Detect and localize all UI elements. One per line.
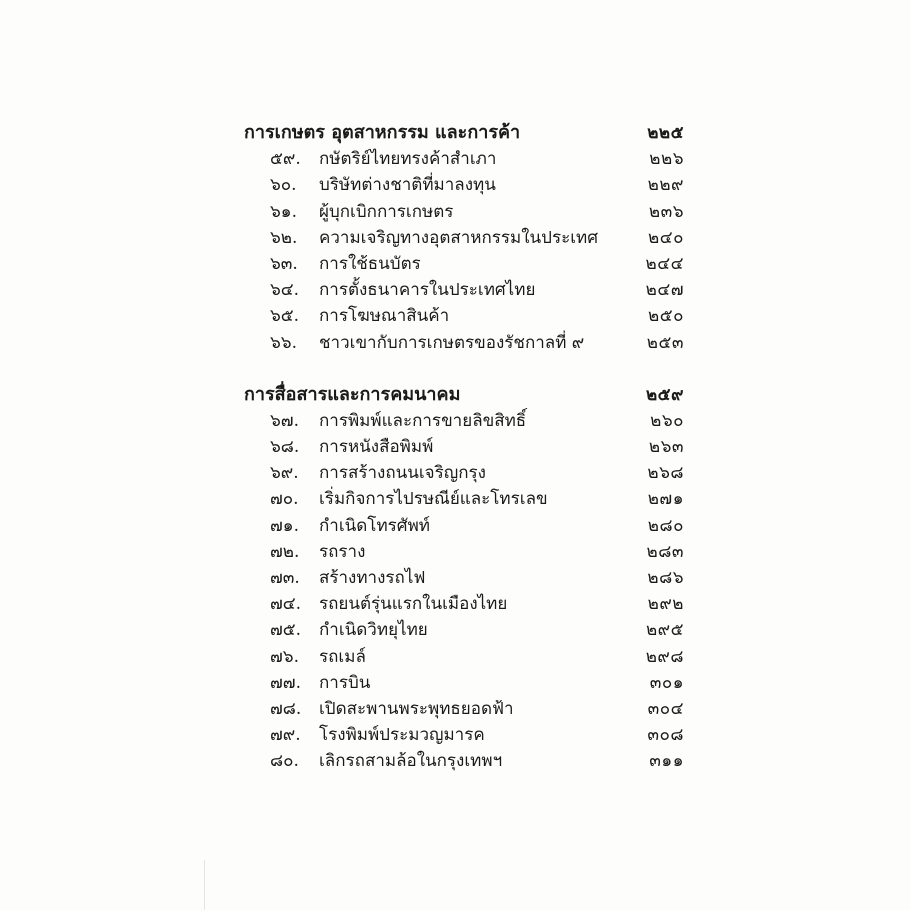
entry-number: ๗๖. bbox=[270, 646, 299, 667]
entry-page-number: ๒๔๗ bbox=[645, 280, 684, 301]
entry-title: กำเนิดวิทยุไทย bbox=[319, 620, 428, 641]
entry-page-number: ๒๓๖ bbox=[648, 201, 684, 222]
entry-title: กษัตริย์ไทยทรงค้าสำเภา bbox=[319, 149, 497, 170]
toc-entry bbox=[240, 460, 688, 486]
toc-entry bbox=[240, 539, 688, 565]
entry-page-number: ๒๔๔ bbox=[645, 253, 684, 274]
entry-page-number: ๒๙๕ bbox=[645, 620, 684, 641]
toc-entry bbox=[240, 670, 688, 696]
entry-page-number: ๒๕๓ bbox=[646, 332, 684, 353]
toc-entry bbox=[240, 696, 688, 722]
entry-title: การพิมพ์และการขายลิขสิทธิ์ bbox=[319, 410, 527, 431]
entry-title: การสร้างถนนเจริญกรุง bbox=[319, 463, 486, 484]
entry-title: เปิดสะพานพระพุทธยอดฟ้า bbox=[319, 698, 514, 719]
toc-entry bbox=[240, 251, 688, 277]
entry-number: ๗๑. bbox=[270, 515, 299, 536]
entry-title: การหนังสือพิมพ์ bbox=[319, 437, 434, 458]
entry-title: การตั้งธนาคารในประเทศไทย bbox=[319, 280, 536, 301]
entry-page-number: ๒๘๖ bbox=[647, 568, 684, 588]
entry-title: การโฆษณาสินค้า bbox=[319, 306, 450, 327]
entry-number: ๗๕. bbox=[270, 620, 302, 641]
entry-number: ๖๔. bbox=[270, 280, 300, 301]
toc-entry bbox=[240, 303, 688, 329]
toc-entry bbox=[240, 330, 688, 356]
toc-entry bbox=[240, 722, 688, 748]
page-fold-shadow bbox=[204, 860, 205, 910]
toc-entry bbox=[240, 748, 688, 774]
entry-number: ๗๐. bbox=[270, 489, 299, 510]
entry-number: ๖๕. bbox=[270, 306, 300, 327]
section-page-number: ๒๕๙ bbox=[645, 384, 684, 405]
section-spacer bbox=[240, 356, 688, 382]
entry-title: รถราง bbox=[319, 541, 366, 562]
toc-entry bbox=[240, 146, 688, 172]
entry-number: ๗๘. bbox=[270, 698, 302, 719]
toc-entry bbox=[240, 434, 688, 460]
entry-number: ๗๔. bbox=[270, 594, 302, 615]
entry-number: ๗๓. bbox=[270, 568, 300, 588]
entry-page-number: ๒๒๖ bbox=[649, 149, 684, 170]
entry-page-number: ๒๗๑ bbox=[647, 489, 684, 510]
entry-page-number: ๒๖๐ bbox=[650, 410, 684, 431]
section-title: การเกษตร อุตสาหกรรม และการค้า bbox=[244, 122, 521, 143]
entry-page-number: ๓๐๘ bbox=[647, 725, 684, 746]
toc-entry bbox=[240, 644, 688, 670]
section-heading bbox=[240, 382, 688, 408]
entry-number: ๗๒. bbox=[270, 541, 300, 562]
entry-page-number: ๓๐๑ bbox=[649, 672, 684, 693]
entry-title: กำเนิดโทรศัพท์ bbox=[319, 515, 430, 536]
entry-title: การบิน bbox=[319, 672, 371, 693]
entry-page-number: ๒๒๙ bbox=[647, 175, 684, 196]
entry-title: สร้างทางรถไฟ bbox=[319, 568, 426, 588]
section-title: การสื่อสารและการคมนาคม bbox=[244, 383, 461, 405]
entry-number: ๖๓. bbox=[270, 253, 298, 274]
entry-number: ๖๙. bbox=[270, 463, 299, 484]
entry-page-number: ๒๘๐ bbox=[647, 515, 684, 536]
entry-title: รถยนต์รุ่นแรกในเมืองไทย bbox=[319, 594, 508, 615]
entry-number: ๖๗. bbox=[270, 410, 299, 431]
entry-page-number: ๒๙๒ bbox=[647, 594, 684, 615]
entry-number: ๗๗. bbox=[270, 672, 301, 693]
toc-entry bbox=[240, 513, 688, 539]
entry-page-number: ๒๕๐ bbox=[648, 306, 684, 327]
toc-entry bbox=[240, 277, 688, 303]
entry-page-number: ๒๙๘ bbox=[645, 646, 684, 667]
entry-page-number: ๓๑๑ bbox=[649, 751, 684, 772]
entry-page-number: ๓๐๔ bbox=[647, 698, 684, 719]
toc-entry bbox=[240, 172, 688, 198]
entry-number: ๖๖. bbox=[270, 332, 297, 353]
entry-number: ๘๐. bbox=[270, 751, 299, 772]
entry-number: ๗๙. bbox=[270, 725, 301, 746]
entry-title: รถเมล์ bbox=[319, 646, 366, 667]
entry-title: บริษัทต่างชาติที่มาลงทุน bbox=[319, 175, 496, 196]
entry-number: ๖๒. bbox=[270, 227, 298, 248]
entry-page-number: ๒๖๘ bbox=[647, 463, 684, 484]
entry-title: ความเจริญทางอุตสาหกรรมในประเทศ bbox=[319, 227, 599, 248]
entry-title: ผู้บุกเบิกการเกษตร bbox=[319, 201, 454, 222]
entry-number: ๕๙. bbox=[270, 149, 301, 170]
entry-number: ๖๐. bbox=[270, 175, 297, 196]
entry-page-number: ๒๔๐ bbox=[648, 227, 684, 248]
toc-entry bbox=[240, 565, 688, 591]
entry-title: ชาวเขากับการเกษตรของรัชกาลที่ ๙ bbox=[319, 332, 585, 353]
toc-entry bbox=[240, 617, 688, 643]
entry-title: โรงพิมพ์ประมวญมารค bbox=[319, 725, 485, 746]
toc-entry bbox=[240, 199, 688, 225]
section-heading bbox=[240, 120, 688, 146]
entry-title: การใช้ธนบัตร bbox=[319, 253, 421, 274]
toc-entry bbox=[240, 591, 688, 617]
table-of-contents bbox=[240, 120, 688, 775]
toc-entry bbox=[240, 408, 688, 434]
entry-number: ๖๘. bbox=[270, 437, 300, 458]
entry-title: เริ่มกิจการไปรษณีย์และโทรเลข bbox=[319, 489, 548, 510]
section-page-number: ๒๒๕ bbox=[647, 123, 684, 143]
entry-page-number: ๒๖๓ bbox=[648, 437, 684, 458]
entry-title: เลิกรถสามล้อในกรุงเทพฯ bbox=[319, 751, 503, 772]
toc-entry bbox=[240, 486, 688, 512]
entry-page-number: ๒๘๓ bbox=[646, 541, 684, 562]
toc-entry bbox=[240, 225, 688, 251]
entry-number: ๖๑. bbox=[270, 201, 297, 222]
